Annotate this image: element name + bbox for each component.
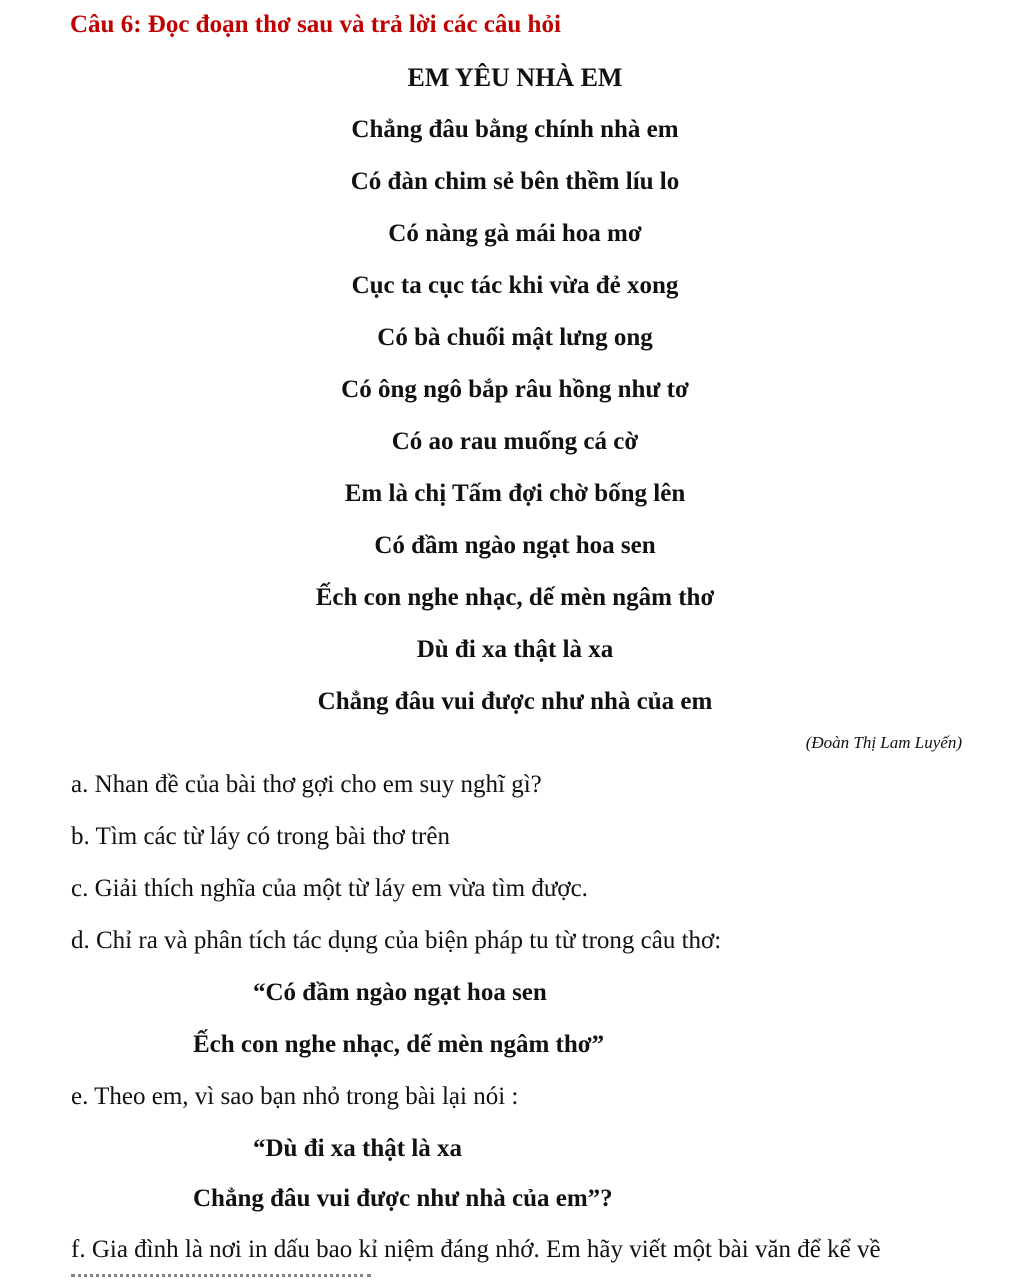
- poem-line: Chẳng đâu bằng chính nhà em: [351, 116, 679, 143]
- poem-line: Có ao rau muống cá cờ: [391, 428, 639, 455]
- quote-d-line-1: “Có đầm ngào ngạt hoa sen: [253, 979, 547, 1006]
- question-a: a. Nhan đề của bài thơ gợi cho em suy nghĩ gì?: [71, 771, 542, 798]
- poem-line: Cục ta cục tác khi vừa đẻ xong: [351, 272, 679, 299]
- question-d: d. Chỉ ra và phân tích tác dụng của biện pháp tu từ trong câu thơ:: [71, 927, 722, 954]
- poem-line: Có ông ngô bắp râu hồng như tơ: [341, 376, 689, 403]
- poem-line: Em là chị Tấm đợi chờ bống lên: [344, 480, 686, 507]
- quote-e-line-2: Chẳng đâu vui được như nhà của em”?: [193, 1185, 613, 1212]
- poem-title: EM YÊU NHÀ EM: [407, 63, 623, 92]
- poem-author: (Đoàn Thị Lam Luyến): [805, 733, 962, 752]
- poem-line: Có đầm ngào ngạt hoa sen: [374, 532, 656, 559]
- cut-off-text-line: [71, 1266, 471, 1280]
- question-e: e. Theo em, vì sao bạn nhỏ trong bài lại nói :: [71, 1083, 519, 1110]
- quote-d-line-2: Ếch con nghe nhạc, dế mèn ngâm thơ”: [193, 1031, 605, 1058]
- quote-e-line-1: “Dù đi xa thật là xa: [253, 1135, 463, 1162]
- question-b: b. Tìm các từ láy có trong bài thơ trên: [71, 823, 450, 850]
- question-heading: Câu 6: Đọc đoạn thơ sau và trả lời các câu hỏi: [70, 11, 561, 38]
- question-c: c. Giải thích nghĩa của một từ láy em vừa tìm được.: [71, 875, 588, 902]
- poem-line: Có đàn chim sẻ bên thềm líu lo: [350, 168, 680, 195]
- poem-line: Có bà chuối mật lưng ong: [377, 324, 653, 351]
- poem-line: Ếch con nghe nhạc, dế mèn ngâm thơ: [315, 584, 715, 611]
- poem-line: Có nàng gà mái hoa mơ: [388, 220, 642, 247]
- question-f: f. Gia đình là nơi in dấu bao kỉ niệm đáng nhớ. Em hãy viết một bài văn để kể về: [71, 1236, 881, 1263]
- poem-line: Chẳng đâu vui được như nhà của em: [317, 688, 713, 715]
- poem-line: Dù đi xa thật là xa: [416, 636, 614, 663]
- poem-body: [0, 113, 1024, 737]
